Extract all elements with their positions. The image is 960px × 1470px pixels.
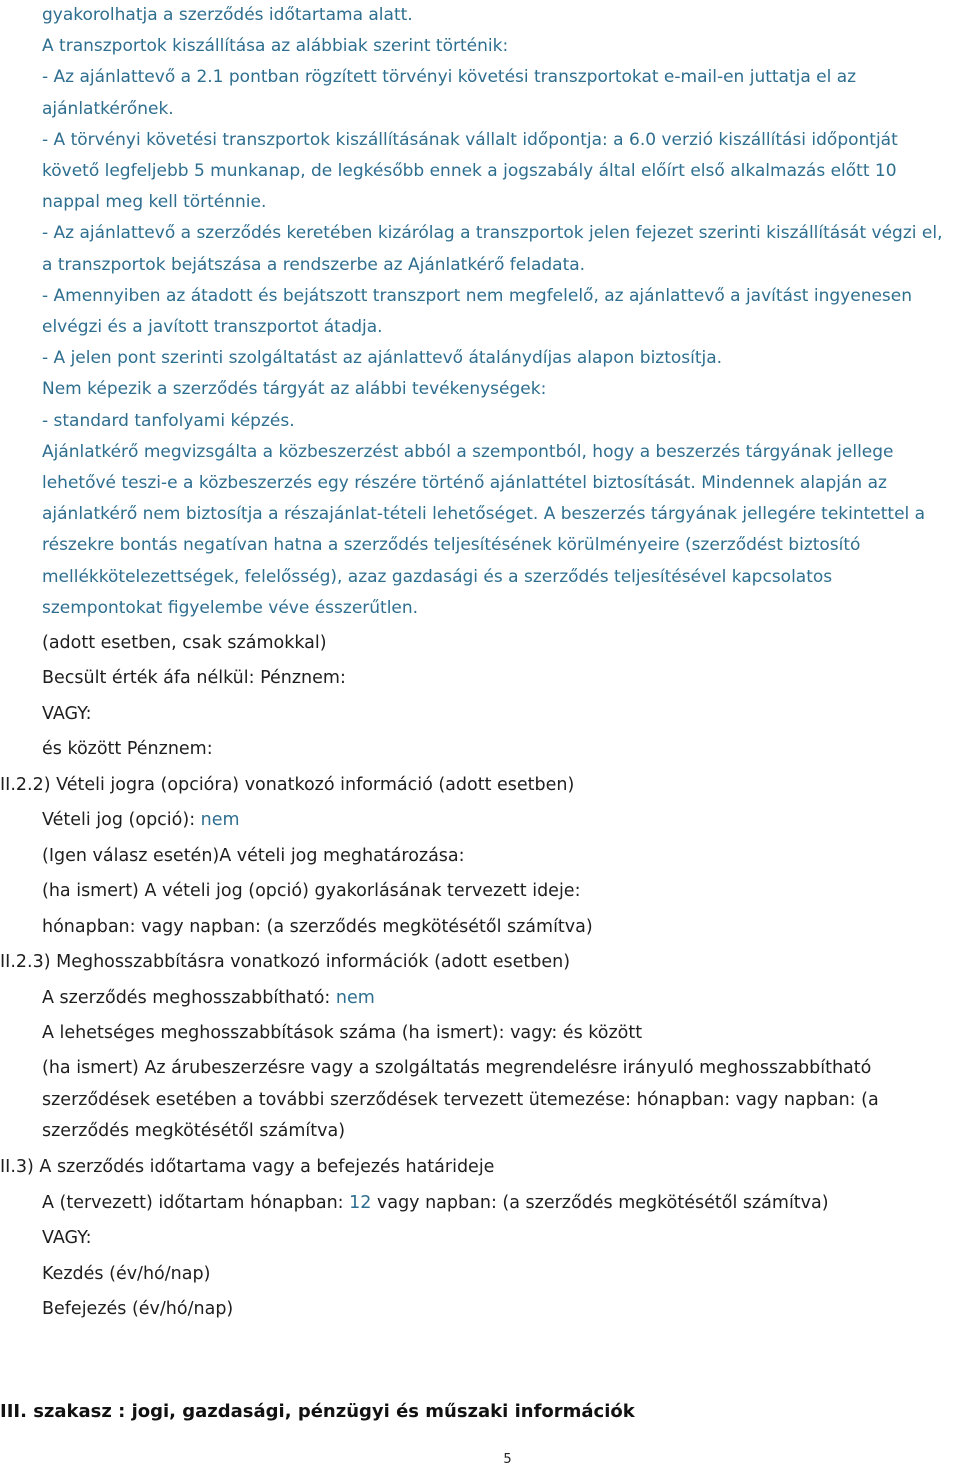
option-planned-time: (ha ismert) A vételi jog (opció) gyakorlásának tervezett ideje: bbox=[42, 881, 581, 901]
end-date: Befejezés (év/hó/nap) bbox=[42, 1299, 234, 1319]
duration-heading: II.3) A szerződés időtartama vagy a befejezés határideje bbox=[0, 1157, 495, 1177]
extendable-label: A szerződés meghosszabbítható: bbox=[42, 988, 336, 1008]
paragraph: - Az ajánlattevő a 2.1 pontban rögzített törvényi követési transzportokat e-mail-en juttatja el az ajánlatkérőnek. bbox=[42, 67, 857, 119]
extendable-value: nem bbox=[335, 988, 375, 1008]
technical-specification-text bbox=[42, 0, 957, 624]
option-line bbox=[42, 805, 240, 835]
duration-suffix: vagy napban: (a szerződés megkötésétől számítva) bbox=[371, 1193, 829, 1213]
paragraph: - Amennyiben az átadott és bejátszott transzport nem megfelelő, az ajánlattevő a javítást ingyenesen elvégzi és a javított transzportot átadja. bbox=[42, 285, 913, 338]
extension-heading: II.2.3) Meghosszabbításra vonatkozó információk (adott esetben) bbox=[0, 952, 571, 972]
paragraph: A transzportok kiszállítása az alábbiak szerint történik: bbox=[42, 36, 509, 57]
paragraph: - Az ajánlattevő a szerződés keretében kizárólag a transzportok jelen fejezet szerinti kiszállítását végzi el, a transzportok bejátszása a rendszerbe az Ajánlatkérő feladata. bbox=[42, 223, 943, 275]
paragraph: - A törvényi követési transzportok kiszállításának vállalt időpontja: a 6.0 verzió kiszállítási időpontját követő legfeljebb 5 munkanap, de legkésőbb ennek a jogszabály által előírt első alkalmazás előtt 10 nappal meg kell történnie. bbox=[42, 129, 898, 213]
sentence: Ajánlatkérő megvizsgálta a közbeszerzést abból a szempontból, hogy a beszerzés tárgyának jellege lehetővé teszi-e a közbeszerzés egy részére történő ajánlattétel biztosítását. bbox=[42, 441, 894, 494]
paragraph: - standard tanfolyami képzés. bbox=[42, 410, 295, 431]
page-number: 5 bbox=[503, 1452, 512, 1467]
estimated-value: Becsült érték áfa nélkül: Pénznem: bbox=[42, 668, 346, 688]
option-months-days: hónapban: vagy napban: (a szerződés megkötésétől számítva) bbox=[42, 917, 593, 937]
option-value: nem bbox=[200, 810, 240, 830]
duration-line bbox=[42, 1188, 829, 1218]
or-label: VAGY: bbox=[42, 704, 92, 724]
duration-prefix: A (tervezett) időtartam hónapban: bbox=[42, 1193, 350, 1213]
extendable-line bbox=[42, 983, 375, 1013]
or-label: VAGY: bbox=[42, 1228, 92, 1248]
paragraph: - A jelen pont szerinti szolgáltatást az ajánlattevő átalánydíjas alapon biztosítja. bbox=[42, 348, 723, 369]
partial-tender-paragraph bbox=[42, 437, 957, 624]
paragraph: gyakorolhatja a szerződés időtartama alatt. bbox=[42, 5, 413, 25]
option-label: Vételi jog (opció): bbox=[42, 810, 201, 830]
extension-schedule: (ha ismert) Az árubeszerzésre vagy a szolgáltatás megrendelésre irányuló meghosszabbítható szerződések esetében a további szerződések tervezett ütemezése: hónapban: vagy napban: (a szerződés megkötésétől számítva) bbox=[42, 1058, 879, 1141]
section-three-title: III. szakasz : jogi, gazdasági, pénzügyi és műszaki információk bbox=[0, 1401, 635, 1422]
value-range: és között Pénznem: bbox=[42, 739, 213, 759]
option-definition: (Igen válasz esetén)A vételi jog meghatározása: bbox=[42, 846, 465, 866]
sentence: A beszerzés tárgyának jellegére tekintettel a részekre bontás negatívan hatna a szerződés teljesítésének körülményeire (szerződést biztosító mellékkötelezettségek, felelősség), azaz gazdasági és a szerződés teljesítésével kapcsolatos szempontokat figyelembe véve ésszerűtlen. bbox=[42, 504, 926, 618]
duration-months: 12 bbox=[349, 1193, 372, 1213]
value-note: (adott esetben, csak számokkal) bbox=[42, 633, 327, 653]
extension-count: A lehetséges meghosszabbítások száma (ha ismert): vagy: és között bbox=[42, 1023, 643, 1043]
paragraph: Nem képezik a szerződés tárgyát az alábbi tevékenységek: bbox=[42, 379, 547, 400]
sentence: Mindennek alapján az ajánlatkérő nem biztosítja a részajánlat-tételi lehetőséget. bbox=[42, 473, 887, 525]
option-heading: II.2.2) Vételi jogra (opcióra) vonatkozó információ (adott esetben) bbox=[0, 775, 575, 795]
start-date: Kezdés (év/hó/nap) bbox=[42, 1264, 211, 1284]
